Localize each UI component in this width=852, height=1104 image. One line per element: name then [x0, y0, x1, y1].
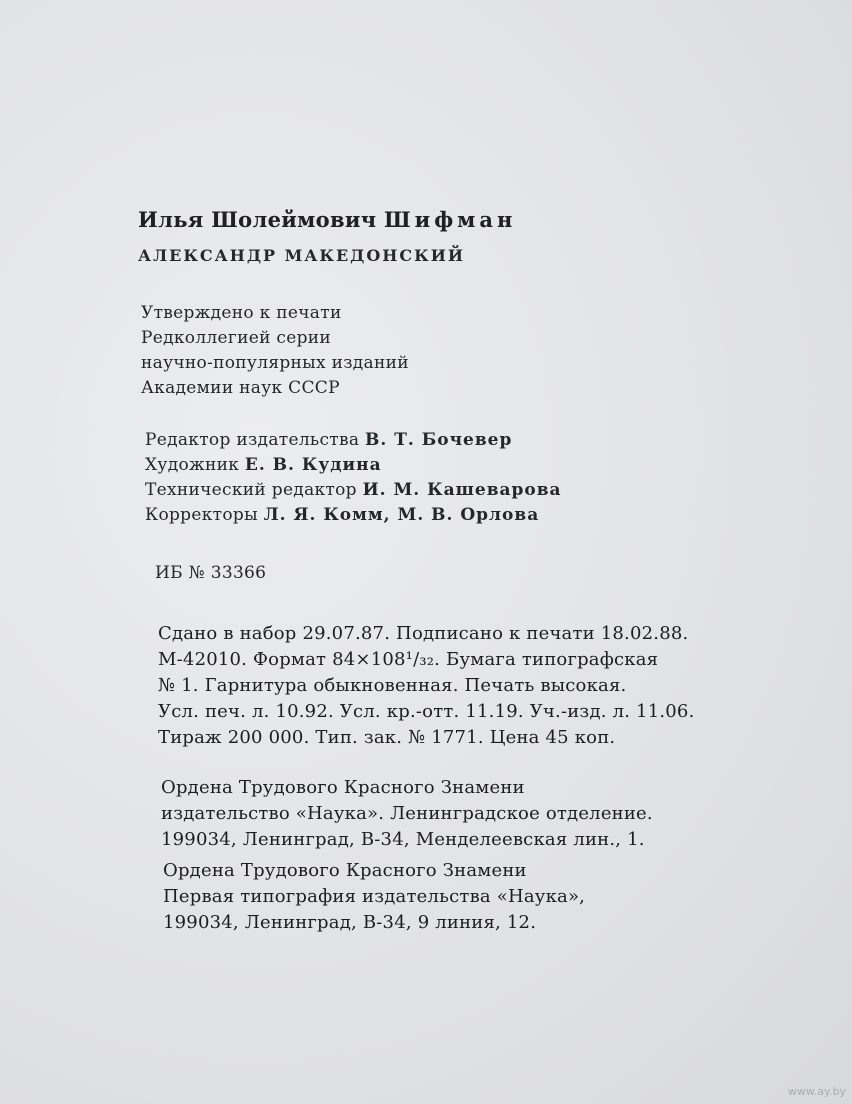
site-watermark: www.ay.by: [787, 1085, 846, 1098]
publisher-line: издательство «Наука». Ленинградское отделение.: [161, 803, 653, 824]
print-details-line: Тираж 200 000. Тип. зак. № 1771. Цена 45 коп.: [158, 727, 616, 748]
publisher-line: Ордена Трудового Красного Знамени: [161, 777, 525, 798]
credit-person: Л. Я. Комм, М. В. Орлова: [263, 505, 540, 525]
credit-role: Технический редактор: [145, 480, 357, 500]
approval-line: научно-популярных изданий: [141, 353, 409, 373]
approval-line: Академии наук СССР: [141, 378, 340, 398]
print-details-line: Сдано в набор 29.07.87. Подписано к печати 18.02.88.: [158, 623, 689, 644]
author-name: [138, 209, 516, 230]
credit-person: И. М. Кашеварова: [362, 480, 562, 500]
credit-artist: [145, 457, 382, 474]
ib-number: ИБ № 33366: [155, 563, 267, 583]
printer-line: Ордена Трудового Красного Знамени: [163, 860, 527, 881]
author-given-name: Илья Шолеймович: [138, 207, 377, 232]
credit-tech-editor: [145, 482, 562, 499]
printer-line: 199034, Ленинград, В-34, 9 линия, 12.: [163, 912, 537, 933]
approval-line: Утверждено к печати: [141, 303, 342, 323]
credit-editor: [145, 432, 512, 449]
credit-role: Корректоры: [145, 505, 258, 525]
approval-line: Редколлегией серии: [141, 328, 332, 348]
credit-person: Е. В. Кудина: [244, 455, 382, 475]
print-details-line: Усл. печ. л. 10.92. Усл. кр.-отт. 11.19. Уч.-изд. л. 11.06.: [158, 701, 695, 722]
print-details-line: М-42010. Формат 84×108¹/₃₂. Бумага типографская: [158, 649, 659, 670]
author-surname: Шифман: [384, 207, 517, 232]
publisher-line: 199034, Ленинград, В-34, Менделеевская лин., 1.: [161, 829, 645, 850]
credit-proofreaders: [145, 507, 539, 524]
credit-role: Художник: [145, 455, 240, 475]
credit-role: Редактор издательства: [145, 430, 360, 450]
print-details-line: № 1. Гарнитура обыкновенная. Печать высокая.: [158, 675, 627, 696]
credit-person: В. Т. Бочевер: [365, 430, 513, 450]
book-title: АЛЕКСАНДР МАКЕДОНСКИЙ: [138, 246, 465, 265]
printer-line: Первая типография издательства «Наука»,: [163, 886, 586, 907]
